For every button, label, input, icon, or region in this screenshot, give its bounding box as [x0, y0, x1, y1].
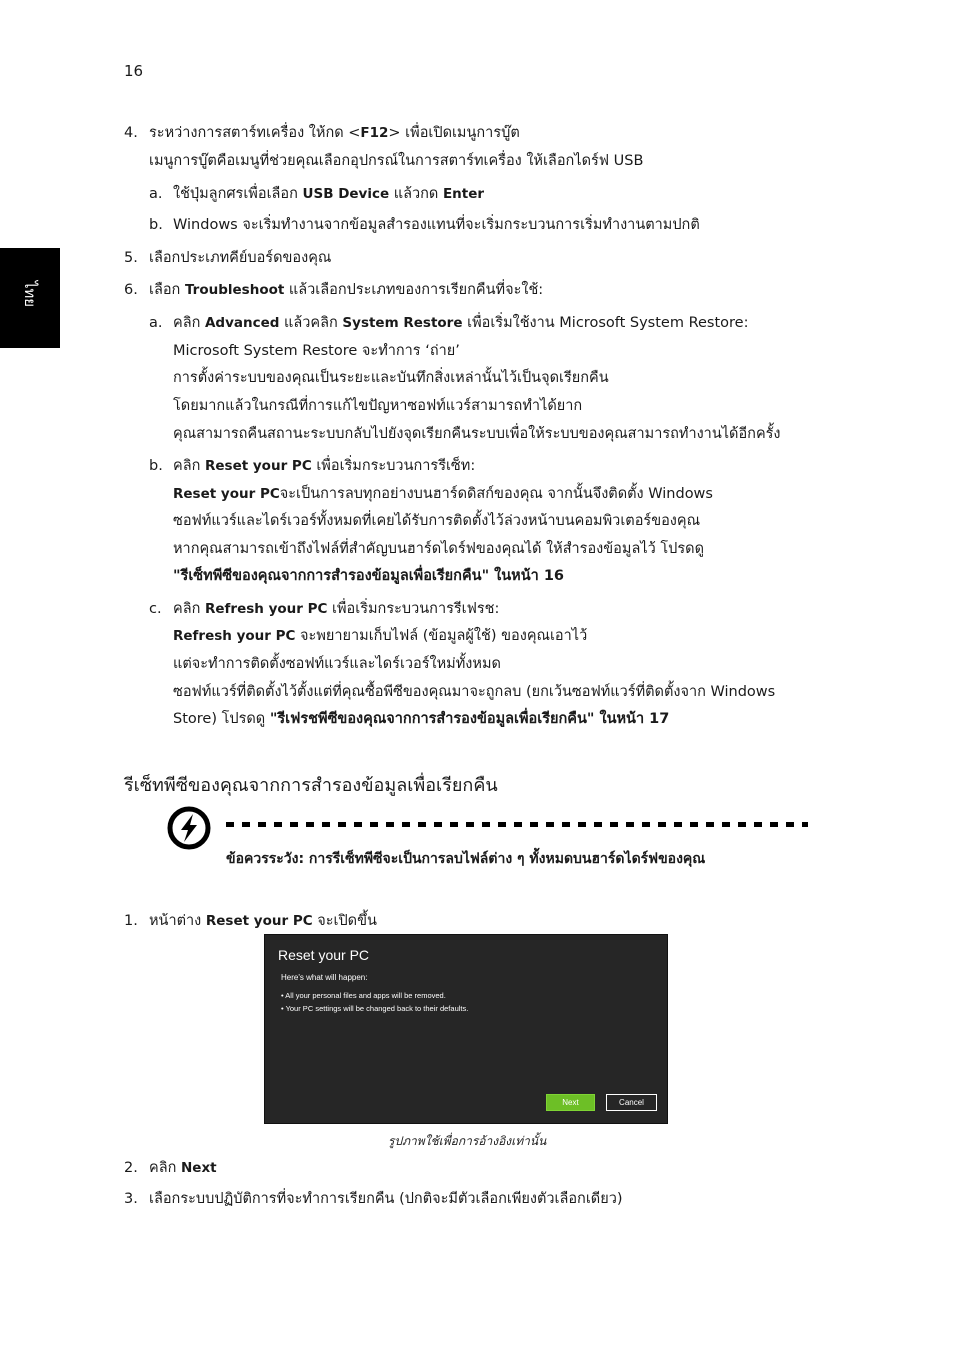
step-6a: a. คลิก Advanced แล้วคลิก System Restore เพื่อเริ่มใช้งาน Microsoft System Restore:: [149, 315, 749, 331]
step-6b: b. คลิก Reset your PC เพื่อเริ่มกระบวนการรีเซ็ท:: [149, 458, 476, 474]
warning-text: ข้อควรระวัง: การรีเซ็ทพีซีจะเป็นการลบไฟล์ต่าง ๆ ทั้งหมดบนฮาร์ดไดร์ฟของคุณ: [226, 851, 706, 867]
reset-step-1: 1. หน้าต่าง Reset your PC จะเปิดขึ้น: [124, 913, 377, 929]
step-6: 6. เลือก Troubleshoot แล้วเลือกประเภทของการเรียกคืนที่จะใช้:: [124, 282, 544, 298]
step-6a-line-2: Microsoft System Restore จะทำการ ‘ถ่าย’: [173, 343, 460, 359]
step-4b: b. Windows จะเริ่มทำงานจากข้อมูลสำรองแทนที่จะเริ่มกระบวนการเริ่มทำงานตามปกติ: [149, 217, 700, 233]
figure-caption: รูปภาพใช้เพื่อการอ้างอิงเท่านั้น: [388, 1134, 547, 1148]
lightning-warning-icon: [166, 805, 212, 851]
reset-page-reference-link[interactable]: "รีเซ็ทพีซีของคุณจากการสำรองข้อมูลเพื่อเรียกคืน" ในหน้า 16: [173, 568, 564, 584]
step-6c: c. คลิก Refresh your PC เพื่อเริ่มกระบวนการรีเฟรช:: [149, 601, 500, 617]
step-6c-line-3: แต่จะทำการติดตั้งซอฟท์แวร์และไดร์เวอร์ใหม่ทั้งหมด: [173, 656, 501, 672]
cancel-button[interactable]: Cancel: [606, 1094, 657, 1111]
reset-your-pc-screenshot: [264, 934, 668, 1124]
step-4a: a. ใช้ปุ่มลูกศรเพื่อเลือก USB Device แล้วกด Enter: [149, 186, 485, 202]
language-side-tab: [0, 248, 60, 348]
step-6b-line-2: Reset your PCจะเป็นการลบทุกอย่างบนฮาร์ดดิสก์ของคุณ จากนั้นจึงติดตั้ง Windows: [173, 486, 713, 502]
page-number: 16: [124, 62, 144, 80]
step-4: 4. ระหว่างการสตาร์ทเครื่อง ให้กด <F12> เพื่อเปิดเมนูการบู๊ต: [124, 125, 520, 141]
step-6a-line-3: การตั้งค่าระบบของคุณเป็นระยะและบันทึกสิ่งเหล่านั้นไว้เป็นจุดเรียกคืน: [173, 370, 609, 386]
step-4-line-2: เมนูการบู๊ตคือเมนูที่ช่วยคุณเลือกอุปกรณ์ในการสตาร์ทเครื่อง ให้เลือกไดร์ฟ USB: [149, 153, 644, 169]
reset-step-2: 2. คลิก Next: [124, 1160, 217, 1176]
screenshot-bullet-1: • All your personal files and apps will be removed.: [281, 991, 446, 1000]
screenshot-bullet-2: • Your PC settings will be changed back to their defaults.: [281, 1004, 469, 1013]
refresh-page-reference-link[interactable]: "รีเฟรชพีซีของคุณจากการสำรองข้อมูลเพื่อเรียกคืน" ในหน้า 17: [269, 711, 670, 727]
side-tab-label: ไทย: [21, 280, 39, 308]
step-6c-line-5: Store) โปรดดู "รีเฟรชพีซีของคุณจากการสำรองข้อมูลเพื่อเรียกคืน" ในหน้า 17: [173, 711, 670, 727]
reset-step-3: 3. เลือกระบบปฏิบัติการที่จะทำการเรียกคืน (ปกติจะมีตัวเลือกเพียงตัวเลือกเดียว): [124, 1191, 623, 1207]
step-6b-line-4: หากคุณสามารถเข้าถึงไฟล์ที่สำคัญบนฮาร์ดไดร์ฟของคุณได้ ให้สำรองข้อมูลไว้ โปรดดู: [173, 541, 704, 557]
screenshot-subtitle: Here's what will happen:: [281, 973, 368, 982]
warning-divider: [226, 822, 808, 827]
step-6c-line-2: Refresh your PC จะพยายามเก็บไฟล์ (ข้อมูลผู้ใช้) ของคุณเอาไว้: [173, 628, 588, 644]
step-5: 5. เลือกประเภทคีย์บอร์ดของคุณ: [124, 250, 332, 266]
key-f12: F12: [360, 125, 389, 141]
step-6b-line-3: ซอฟท์แวร์และไดร์เวอร์ทั้งหมดที่เคยได้รับการติดตั้งไว้ล่วงหน้าบนคอมพิวเตอร์ของคุณ: [173, 513, 701, 529]
step-6a-line-4: โดยมากแล้วในกรณีที่การแก้ไขปัญหาซอฟท์แวร์สามารถทำได้ยาก: [173, 398, 583, 414]
step-6c-line-4: ซอฟท์แวร์ที่ติดตั้งไว้ตั้งแต่ที่คุณซื้อพีซีของคุณมาจะถูกลบ (ยกเว้นซอฟท์แวร์ที่ติดตั้งจาก Windows: [173, 684, 776, 700]
section-heading: รีเซ็ทพีซีของคุณจากการสำรองข้อมูลเพื่อเรียกคืน: [124, 775, 498, 796]
step-6a-line-5: คุณสามารถคืนสถานะระบบกลับไปยังจุดเรียกคืนระบบเพื่อให้ระบบของคุณสามารถทำงานได้อีกครั้ง: [173, 426, 781, 442]
next-button[interactable]: Next: [546, 1094, 595, 1111]
screenshot-title: Reset your PC: [278, 947, 370, 963]
